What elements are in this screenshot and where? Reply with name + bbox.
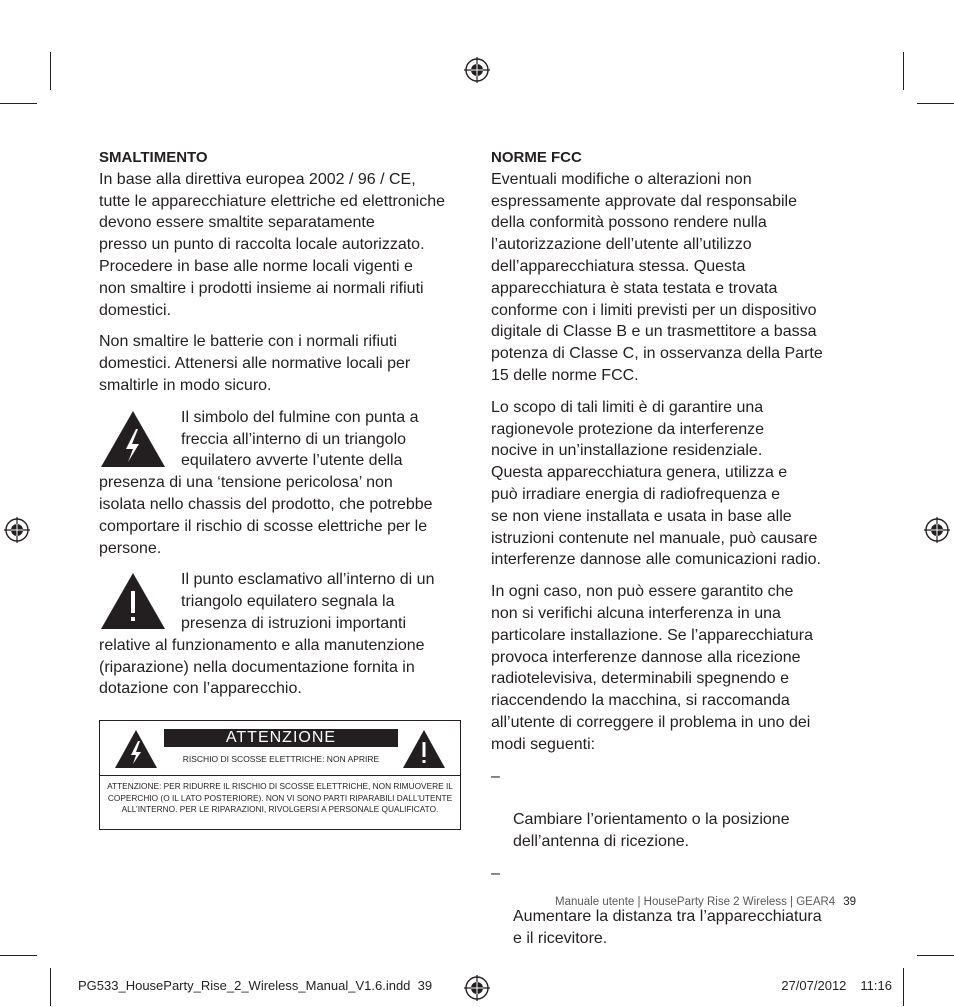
lightning-warning-icon (99, 409, 167, 469)
page-footer (555, 896, 856, 908)
right-column (491, 147, 851, 960)
disposal-paragraph: In base alla direttiva europea 2002 / 96 / CE, tutte le apparecchiature elettriche ed elettroniche devono essere smaltite separatamente presso un punto di raccolta locale autorizzato. Procedere in base alle norme locali vigenti e non smaltire i prodotti insieme ai normali rifiuti domestici. (99, 170, 445, 319)
slug-datetime (781, 978, 892, 993)
crop-mark (903, 968, 904, 1006)
crop-mark (917, 955, 954, 956)
bullet-text: Aumentare la distanza tra l’apparecchiatura e il ricevitore. (513, 908, 822, 948)
crop-mark (0, 955, 37, 956)
lightning-description-start: Il simbolo del fulmine con punta a freccia all’interno di un triangolo equilatero avverte l’utente della (181, 408, 419, 470)
crop-mark (0, 103, 37, 104)
slug-time: 11:16 (860, 978, 892, 993)
list-item (491, 766, 851, 853)
crop-mark (50, 968, 51, 1006)
caution-label-box (99, 720, 461, 830)
caution-subtitle: RISCHIO DI SCOSSE ELETTRICHE: NON APRIRE (182, 754, 380, 764)
crop-mark (50, 52, 51, 90)
registration-mark-icon (924, 517, 950, 543)
fcc-paragraph-2: Lo scopo di tali limiti è di garantire una ragionevole protezione da interferenze nocive in un’installazione residenziale. Questa apparecchiatura genera, utilizza e può irradiare energia di radiofrequenza e se non viene installata e usata in base alle istruzioni contenute nel manuale, può causare interferenze dannose alle comunicazioni radio. (491, 398, 821, 569)
caution-header (100, 721, 460, 776)
bullet-text: Cambiare l’orientamento o la posizione dell’antenna di ricezione. (513, 811, 790, 850)
slug-file-info (78, 978, 432, 993)
exclamation-description-rest: relative al funzionamento e alla manutenzione (riparazione) nella documentazione fornita in dotazione con l’apparecchio. (99, 636, 425, 698)
crop-mark (903, 52, 904, 90)
fcc-paragraph-3: In ogni caso, non può essere garantito che non si verifichi alcuna interferenza in una particolare installazione. Se l’apparecchiatura provoca interferenze dannose alla ricezione radiotelevisiva, determinabili spegnendo e riaccendendo la macchina, si raccomanda all’utente di correggere il problema in uno dei modi seguenti: (491, 583, 813, 753)
slug-date: 27/07/2012 (781, 978, 847, 993)
caution-body: ATTENZIONE: PER RIDURRE IL RISCHIO DI SCOSSE ELETTRICHE, NON RIMUOVERE IL COPERCHIO (O IL LATO POSTERIORE). NON VI SONO PARTI RIPARABILI DALL’UTENTE ALL’INTERNO. PER LE RIPARAZIONI, RIVOLGERSI A PERSONALE QUALIFICATO. (107, 781, 453, 814)
battery-paragraph: Non smaltire le batterie con i normali rifiuti domestici. Attenersi alle normative locali per smaltirle in modo sicuro. (99, 333, 411, 394)
left-column (99, 147, 469, 710)
lightning-symbol-block (99, 407, 469, 560)
section-heading-fcc: NORME FCC (491, 149, 582, 166)
caution-title: ATTENZIONE (164, 729, 398, 747)
page-number: 39 (843, 896, 856, 908)
lightning-warning-icon (114, 729, 158, 769)
bullet-dash: – (491, 767, 500, 785)
registration-mark-icon (464, 57, 490, 83)
exclamation-warning-icon (99, 571, 167, 631)
section-heading-disposal: SMALTIMENTO (99, 149, 208, 166)
registration-mark-icon (464, 975, 490, 1001)
crop-mark (917, 103, 954, 104)
exclamation-warning-icon (402, 729, 446, 769)
exclamation-symbol-block (99, 569, 469, 700)
lightning-description-rest: presenza di una ‘tensione pericolosa’ non isolata nello chassis del prodotto, che potrebbe comportare il rischio di scosse elettriche per le persone. (99, 474, 433, 557)
fcc-paragraph-1: Eventuali modifiche o alterazioni non espressamente approvate dal responsabile della conformità possono rendere nulla l’autorizzazione dell’utente all’utilizzo dell’apparecchiatura stessa. Questa apparecchiatura è stata testata e trovata conforme con i limiti previsti per un dispositivo digitale di Classe B e un trasmettitore a bassa potenza di Classe C, in osservanza della Parte 15 delle norme FCC. (491, 170, 823, 384)
registration-mark-icon (4, 517, 30, 543)
footer-text: Manuale utente | HouseParty Rise 2 Wireless | GEAR4 (555, 896, 836, 908)
bullet-dash: – (491, 864, 500, 882)
slug-filename: PG533_HouseParty_Rise_2_Wireless_Manual_V1.6.indd (78, 978, 411, 993)
exclamation-description-start: Il punto esclamativo all’interno di un triangolo equilatero segnala la presenza di istruzioni importanti (181, 571, 435, 632)
slug-page: 39 (417, 978, 433, 993)
